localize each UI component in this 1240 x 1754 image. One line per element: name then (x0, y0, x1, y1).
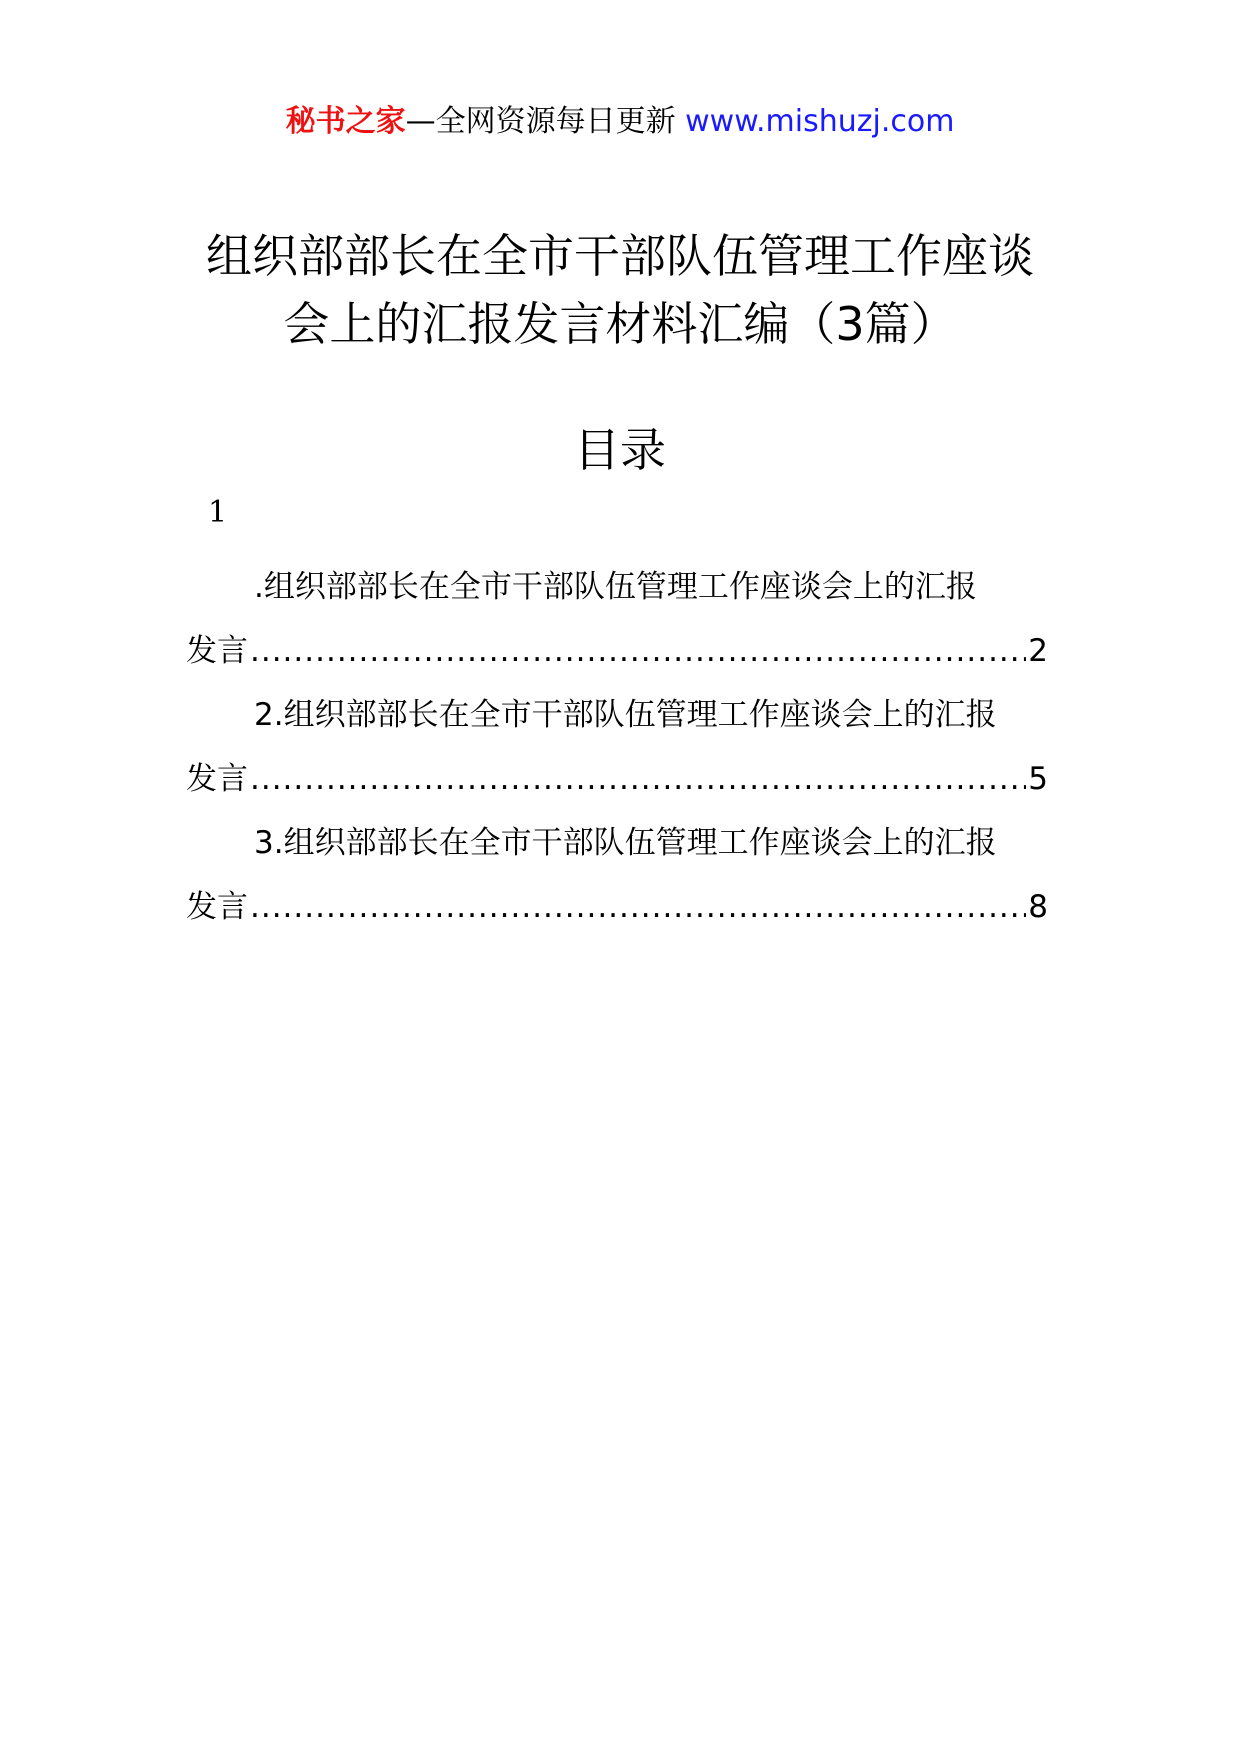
toc-dot-leader (250, 619, 1026, 683)
banner-slogan: —全网资源每日更新 (405, 104, 686, 139)
toc-heading: 目录 (574, 423, 666, 477)
toc-entry-title: 2.组织部部长在全市干部队伍管理工作座谈会上的汇报 (254, 697, 997, 733)
toc-entry-title: .组织部部长在全市干部队伍管理工作座谈会上的汇报 (254, 569, 977, 605)
toc-entry-title-continued: 发言 (186, 633, 248, 669)
toc-dot-leader (250, 747, 1026, 811)
document-title-line2: 会上的汇报发言材料汇编（3篇） (283, 297, 957, 351)
toc-stray-number: 1 (208, 495, 228, 530)
site-url-link[interactable]: www.mishuzj.com (685, 104, 955, 139)
document-title-line1: 组织部部长在全市干部队伍管理工作座谈 (206, 229, 1034, 283)
toc-entry-2[interactable] (186, 683, 1048, 811)
toc-list (186, 555, 1048, 939)
toc-entry-3[interactable] (186, 811, 1048, 939)
toc-entry-title-continued: 发言 (186, 761, 248, 797)
toc-dot-leader (250, 875, 1026, 939)
toc-entry-1[interactable] (186, 555, 1048, 683)
site-banner (0, 100, 1240, 144)
toc-page-number: 8 (1028, 889, 1048, 925)
brand-name: 秘书之家 (285, 104, 406, 139)
toc-entry-title-continued: 发言 (186, 889, 248, 925)
toc-page-number: 5 (1028, 761, 1048, 797)
document-title (150, 222, 1090, 358)
toc-entry-title: 3.组织部部长在全市干部队伍管理工作座谈会上的汇报 (254, 825, 997, 861)
toc-page-number: 2 (1028, 633, 1048, 669)
